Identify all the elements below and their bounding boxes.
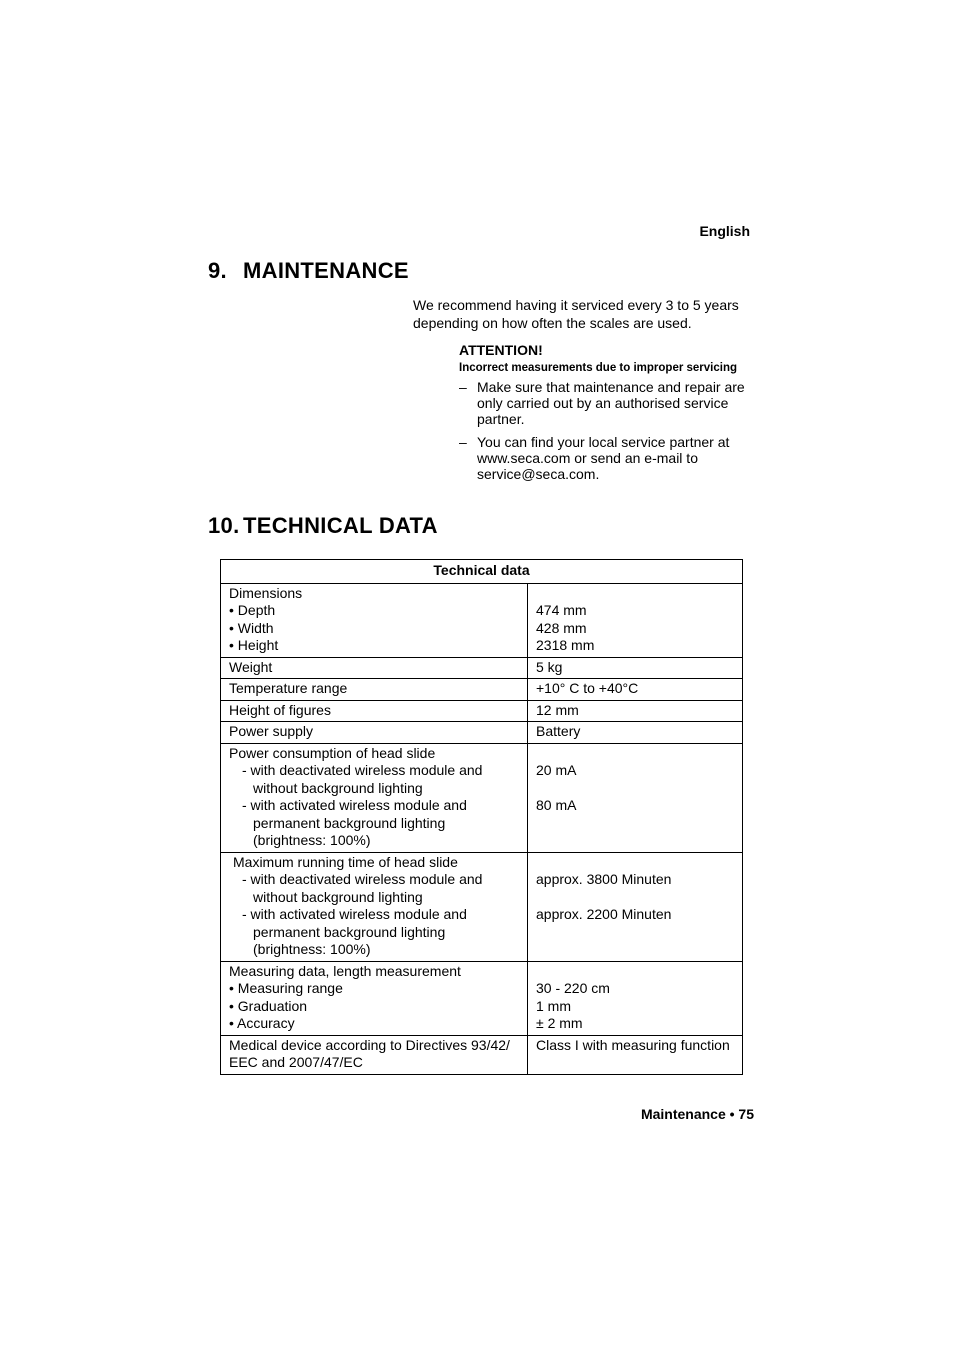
weight-value: 5 kg bbox=[528, 657, 743, 679]
table-row-medical bbox=[221, 1035, 743, 1074]
power-consumption-item: - with activated wireless module and permanent background lighting (brightness: 100%) bbox=[242, 797, 467, 848]
table-row-temperature bbox=[221, 679, 743, 701]
power-consumption-item: - with deactivated wireless module and without background lighting bbox=[242, 762, 483, 796]
temperature-label: Temperature range bbox=[221, 679, 528, 701]
attention-item-text: You can find your local service partner at www.seca.com or send an e-mail to service@seca.com. bbox=[477, 434, 730, 482]
table-row-running-time bbox=[221, 852, 743, 961]
maintenance-intro: We recommend having it serviced every 3 to 5 years depending on how often the scales are used. bbox=[413, 297, 739, 331]
power-consumption-value: 80 mA bbox=[536, 797, 577, 813]
dimensions-item: • Depth bbox=[229, 602, 276, 618]
attention-item bbox=[459, 379, 751, 427]
technical-heading-title: TECHNICAL DATA bbox=[243, 513, 438, 538]
measuring-value: 30 - 220 cm bbox=[536, 980, 610, 996]
measuring-value: 1 mm bbox=[536, 997, 571, 1014]
running-time-item: - with deactivated wireless module and without background lighting bbox=[242, 871, 483, 905]
table-cell-label bbox=[221, 961, 528, 1035]
attention-list bbox=[459, 379, 751, 482]
table-row-figures bbox=[221, 700, 743, 722]
running-time-value: approx. 3800 Minuten bbox=[536, 871, 672, 887]
table-row-dimensions bbox=[221, 583, 743, 657]
attention-item bbox=[459, 434, 751, 482]
power-supply-value: Battery bbox=[528, 722, 743, 744]
maintenance-heading-title: MAINTENANCE bbox=[243, 258, 409, 283]
table-title: Technical data bbox=[221, 560, 743, 584]
maintenance-heading-number: 9. bbox=[208, 258, 227, 283]
table-cell-label bbox=[221, 743, 528, 852]
measuring-item: • Graduation bbox=[229, 997, 308, 1014]
table-header-row bbox=[221, 560, 743, 584]
page-footer: Maintenance • 75 bbox=[640, 1106, 754, 1122]
power-supply-label: Power supply bbox=[221, 722, 528, 744]
table-row-weight bbox=[221, 657, 743, 679]
table-row-power-consumption bbox=[221, 743, 743, 852]
dimensions-item: • Height bbox=[229, 637, 279, 653]
attention-item-text: Make sure that maintenance and repair are only carried out by an authorised service partner. bbox=[477, 379, 745, 427]
table-row-power-supply bbox=[221, 722, 743, 744]
language-label: English bbox=[699, 223, 750, 239]
table-row-measuring bbox=[221, 961, 743, 1035]
dimensions-item: • Width bbox=[229, 619, 274, 636]
technical-heading-number: 10. bbox=[208, 513, 240, 538]
figures-value: 12 mm bbox=[528, 700, 743, 722]
running-time-value: approx. 2200 Minuten bbox=[536, 906, 672, 922]
table-cell-label bbox=[221, 583, 528, 657]
table-cell-value bbox=[528, 743, 743, 852]
power-consumption-label: Power consumption of head slide bbox=[229, 744, 436, 761]
technical-data-table bbox=[220, 559, 743, 1075]
power-consumption-value: 20 mA bbox=[536, 762, 577, 778]
dash-marker: – bbox=[459, 434, 467, 450]
table-cell-label bbox=[221, 852, 528, 961]
attention-box bbox=[459, 341, 751, 489]
measuring-item: • Accuracy bbox=[229, 1015, 295, 1031]
weight-label: Weight bbox=[221, 657, 528, 679]
measuring-item: • Measuring range bbox=[229, 980, 343, 996]
medical-label: Medical device according to Directives 93/42/ EEC and 2007/47/EC bbox=[221, 1035, 528, 1074]
table-cell-value bbox=[528, 961, 743, 1035]
measuring-value: ± 2 mm bbox=[536, 1015, 583, 1031]
technical-data-heading bbox=[208, 513, 438, 539]
dimensions-value: 2318 mm bbox=[536, 637, 595, 653]
running-time-item: - with activated wireless module and permanent background lighting (brightness: 100%) bbox=[242, 906, 467, 957]
maintenance-heading bbox=[208, 258, 409, 284]
dimensions-label: Dimensions bbox=[229, 584, 303, 601]
table-cell-value bbox=[528, 583, 743, 657]
temperature-value: +10° C to +40°C bbox=[528, 679, 743, 701]
dimensions-value: 474 mm bbox=[536, 602, 587, 618]
table-cell-value bbox=[528, 852, 743, 961]
dash-marker: – bbox=[459, 379, 467, 395]
measuring-label: Measuring data, length measurement bbox=[229, 962, 461, 979]
attention-title: ATTENTION! bbox=[459, 342, 543, 358]
dimensions-value: 428 mm bbox=[536, 619, 587, 636]
attention-subtitle: Incorrect measurements due to improper servicing bbox=[459, 362, 738, 374]
running-time-label: Maximum running time of head slide bbox=[233, 853, 458, 870]
medical-value: Class I with measuring function bbox=[528, 1035, 743, 1074]
figures-label: Height of figures bbox=[221, 700, 528, 722]
